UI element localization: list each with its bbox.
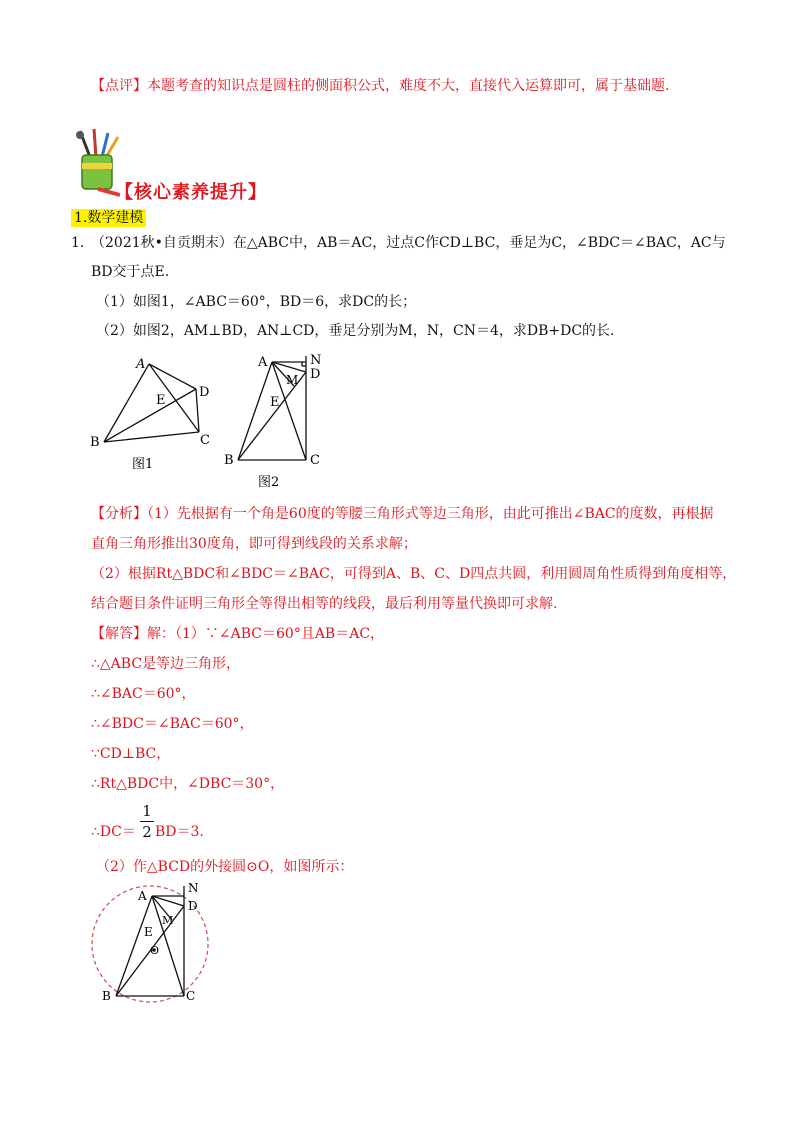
fig3-label-m: M [162,914,174,927]
answer-line-4: ∴∠BDC＝∠BAC＝60°， [91,716,254,732]
analysis-line-4: 结合题目条件证明三角形全等得出相等的线段，最后利用等量代换即可求解. [91,596,558,612]
fig3-label-e: E [144,925,153,939]
analysis-line-2: 直角三角形推出30度角，即可得到线段的关系求解； [91,536,417,552]
answer-line-7-post: BD＝3. [155,824,204,840]
answer-line-8: （2）作△BCD的外接圆⊙O，如图所示： [96,859,354,875]
fig2-label-d: D [310,367,321,382]
answer-line-3: ∴∠BAC＝60°， [91,686,196,702]
analysis-line-1: 【分析】（1）先根据有一个角是60度的等腰三角形式等边三角形，由此可推出∠BAC的度数，再根据 [91,506,714,522]
fig3-label-a: A [138,889,147,903]
fig1-label-a: A [136,357,146,372]
fig2-label-e: E [270,395,280,410]
fig1-label-b: B [90,435,100,450]
fig2-label-n: N [310,353,322,368]
fig3-label-n: N [188,881,199,895]
fraction-numerator: 1 [142,802,152,820]
section-tag: 1.数学建模 [71,209,146,227]
fig1-label-c: C [200,433,210,448]
fig3-label-o: O [150,944,160,957]
figure-3 [84,880,216,1008]
answer-line-5: ∵CD⊥BC， [91,746,171,762]
fig1-caption: 图1 [132,457,154,472]
answer-line-7-pre: ∴DC＝ [91,824,136,840]
figure-2 [222,350,332,490]
fraction-bar [140,821,154,822]
fig2-label-c: C [310,453,320,468]
fraction [140,802,154,841]
problem-line-1: （2021秋•自贡期末）在△ABC中，AB＝AC，过点C作CD⊥BC，垂足为C，∠BDC＝∠BAC，AC与 [91,235,726,251]
figure-1 [86,352,216,472]
fig2-label-m: M [286,373,299,387]
fig2-caption: 图2 [258,475,280,490]
comment-text: 【点评】本题考查的知识点是圆柱的侧面积公式，难度不大，直接代入运算即可，属于基础题. [91,78,670,94]
problem-number: 1． [71,235,94,251]
fig2-label-a: A [258,355,268,370]
problem-line-2: BD交于点E. [91,264,170,280]
problem-part-1: （1）如图1，∠ABC＝60°，BD＝6，求DC的长； [96,294,417,310]
fraction-denominator: 2 [142,823,152,841]
answer-line-2: ∴△ABC是等边三角形， [91,656,241,672]
answer-line-1: 【解答】解：（1）∵∠ABC＝60°且AB＝AC， [91,626,385,642]
answer-line-6: ∴Rt△BDC中，∠DBC＝30°， [91,776,285,792]
fig3-label-d: D [188,899,198,913]
analysis-line-3: （2）根据Rt△BDC和∠BDC＝∠BAC，可得到A、B、C、D四点共圆，利用圆周角性质得到角度相等， [91,566,737,582]
section-banner: 【核心素养提升】 [115,182,267,203]
fig1-label-d: D [199,385,210,400]
fig3-label-b: B [102,989,111,1003]
fig2-label-b: B [224,453,234,468]
problem-part-2: （2）如图2，AM⊥BD，AN⊥CD，垂足分别为M，N，CN＝4，求DB+DC的长. [96,323,615,339]
fig1-label-e: E [156,393,166,408]
fig3-label-c: C [186,989,196,1003]
